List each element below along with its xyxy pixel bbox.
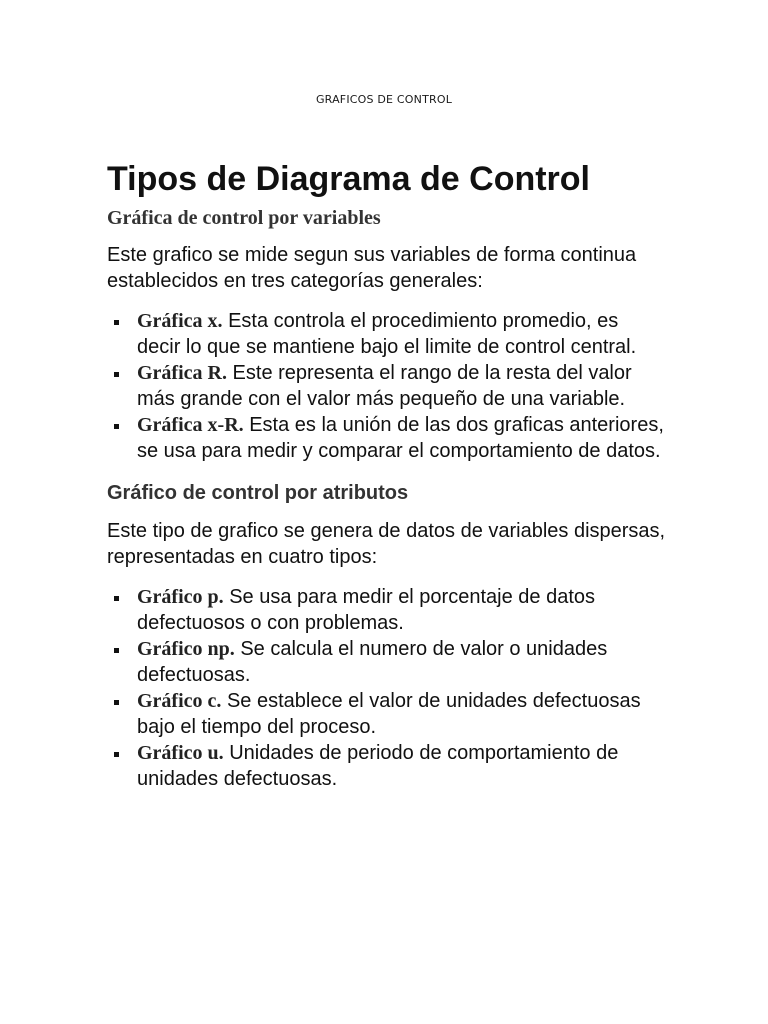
bullet-icon [114, 320, 119, 325]
item-term: Gráfica R. [137, 362, 227, 384]
document-content [107, 157, 667, 792]
bullet-icon [114, 648, 119, 653]
page-title: Tipos de Diagrama de Control [107, 160, 591, 198]
item-text: Se establece el valor de unidades defectuosas bajo el tiempo del proceso. [137, 690, 641, 738]
section-heading-variables: Gráfica de control por variables [107, 207, 381, 229]
list-item [107, 360, 667, 412]
bullet-icon [114, 424, 119, 429]
bullet-list-variables [107, 308, 667, 464]
bullet-icon [114, 752, 119, 757]
section-intro-attributes: Este tipo de grafico se genera de datos de variables dispersas, representadas en cuatro tipos: [107, 520, 666, 568]
item-term: Gráfico c. [137, 690, 222, 712]
item-text: Esta es la unión de las dos graficas anteriores, se usa para medir y comparar el comportamiento de datos. [137, 414, 664, 462]
item-term: Gráfico np. [137, 638, 235, 660]
section-intro-variables: Este grafico se mide segun sus variables de forma continua establecidos en tres categorías generales: [107, 244, 637, 292]
section-heading-attributes: Gráfico de control por atributos [107, 482, 409, 504]
list-item [107, 636, 667, 688]
item-term: Gráfica x. [137, 310, 223, 332]
list-item [107, 740, 667, 792]
item-term: Gráfico p. [137, 586, 224, 608]
list-item [107, 584, 667, 636]
list-item [107, 688, 667, 740]
item-term: Gráfica x-R. [137, 414, 244, 436]
bullet-list-attributes [107, 584, 667, 792]
list-item [107, 412, 667, 464]
item-text: Este representa el rango de la resta del valor más grande con el valor más pequeño de una variable. [137, 362, 632, 410]
bullet-icon [114, 596, 119, 601]
item-text: Se calcula el numero de valor o unidades defectuosas. [137, 638, 608, 686]
item-text: Esta controla el procedimiento promedio, es decir lo que se mantiene bajo el limite de control central. [137, 310, 637, 358]
item-text: Se usa para medir el porcentaje de datos defectuosos o con problemas. [137, 586, 595, 634]
list-item [107, 308, 667, 360]
bullet-icon [114, 372, 119, 377]
bullet-icon [114, 700, 119, 705]
item-term: Gráfico u. [137, 742, 224, 764]
running-header: GRAFICOS DE CONTROL [315, 93, 453, 106]
item-text: Unidades de periodo de comportamiento de unidades defectuosas. [137, 742, 619, 790]
